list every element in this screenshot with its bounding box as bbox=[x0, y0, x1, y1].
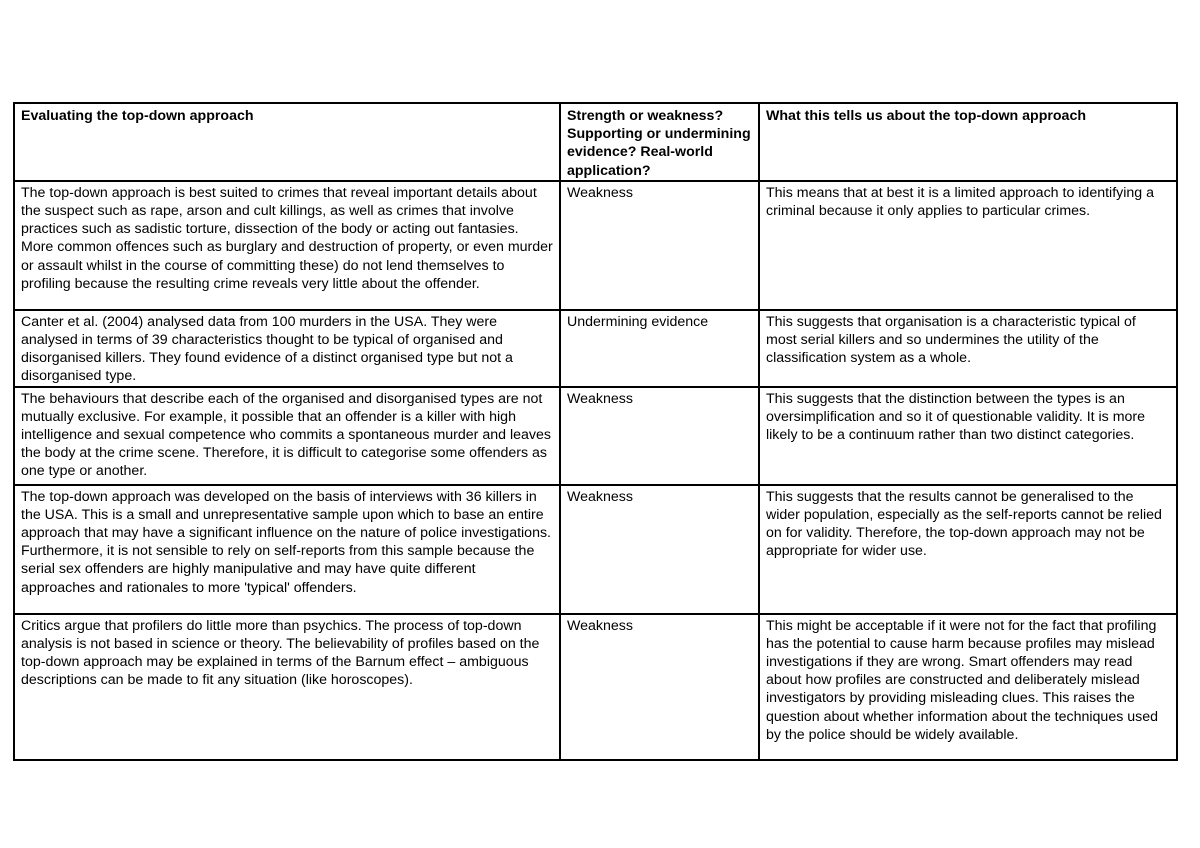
type-cell: Undermining evidence bbox=[560, 310, 759, 387]
evaluation-cell: Critics argue that profilers do little more than psychics. The process of top-down analysis is not based in science or theory. The believability of profiles based on the top-down approach may be explained in terms of the Barnum effect – ambiguous descriptions can be made to fit any situation (like horoscopes). bbox=[14, 614, 560, 760]
meaning-cell: This might be acceptable if it were not for the fact that profiling has the potential to cause harm because profiles may mislead investigations if they are wrong. Smart offenders may read about how profiles are constructed and deliberately mislead investigators by providing misleading clues. This raises the question about whether information about the techniques used by the police should be widely available. bbox=[759, 614, 1177, 760]
table-row bbox=[14, 310, 1177, 387]
type-cell: Weakness bbox=[560, 387, 759, 485]
evaluation-cell: Canter et al. (2004) analysed data from 100 murders in the USA. They were analysed in terms of 39 characteristics thought to be typical of organised and disorganised killers. They found evidence of a distinct organised type but not a disorganised type. bbox=[14, 310, 560, 387]
type-cell: Weakness bbox=[560, 181, 759, 310]
type-cell: Weakness bbox=[560, 485, 759, 614]
table-row bbox=[14, 614, 1177, 760]
type-cell: Weakness bbox=[560, 614, 759, 760]
table-row bbox=[14, 181, 1177, 310]
meaning-cell: This means that at best it is a limited approach to identifying a criminal because it only applies to particular crimes. bbox=[759, 181, 1177, 310]
meaning-cell: This suggests that organisation is a characteristic typical of most serial killers and so undermines the utility of the classification system as a whole. bbox=[759, 310, 1177, 387]
header-strength-weakness: Strength or weakness? Supporting or undermining evidence? Real-world application? bbox=[560, 103, 759, 181]
meaning-cell: This suggests that the results cannot be generalised to the wider population, especially as the self-reports cannot be relied on for validity. Therefore, the top-down approach may not be appropriate for wider use. bbox=[759, 485, 1177, 614]
table-row bbox=[14, 387, 1177, 485]
evaluation-cell: The top-down approach was developed on the basis of interviews with 36 killers in the USA. This is a small and unrepresentative sample upon which to base an entire approach that may have a significant influence on the nature of police investigations. Furthermore, it is not sensible to rely on self-reports from this sample because the serial sex offenders are highly manipulative and may have quite different approaches and rationales to more 'typical' offenders. bbox=[14, 485, 560, 614]
meaning-cell: This suggests that the distinction between the types is an oversimplification and so it of questionable validity. It is more likely to be a continuum rather than two distinct categories. bbox=[759, 387, 1177, 485]
evaluation-table bbox=[13, 102, 1178, 761]
evaluation-cell: The top-down approach is best suited to crimes that reveal important details about the suspect such as rape, arson and cult killings, as well as crimes that involve practices such as sadistic torture, dissection of the body or acting out fantasies. More common offences such as burglary and destruction of property, or even murder or assault whilst in the course of committing these) do not lend themselves to profiling because the resulting crime reveals very little about the offender. bbox=[14, 181, 560, 310]
table-row bbox=[14, 485, 1177, 614]
evaluation-cell: The behaviours that describe each of the organised and disorganised types are not mutually exclusive. For example, it possible that an offender is a killer with high intelligence and sexual competence who commits a spontaneous murder and leaves the body at the crime scene. Therefore, it is difficult to categorise some offenders as one type or another. bbox=[14, 387, 560, 485]
header-what-this-tells-us: What this tells us about the top-down approach bbox=[759, 103, 1177, 181]
header-row bbox=[14, 103, 1177, 181]
header-evaluating: Evaluating the top-down approach bbox=[14, 103, 560, 181]
